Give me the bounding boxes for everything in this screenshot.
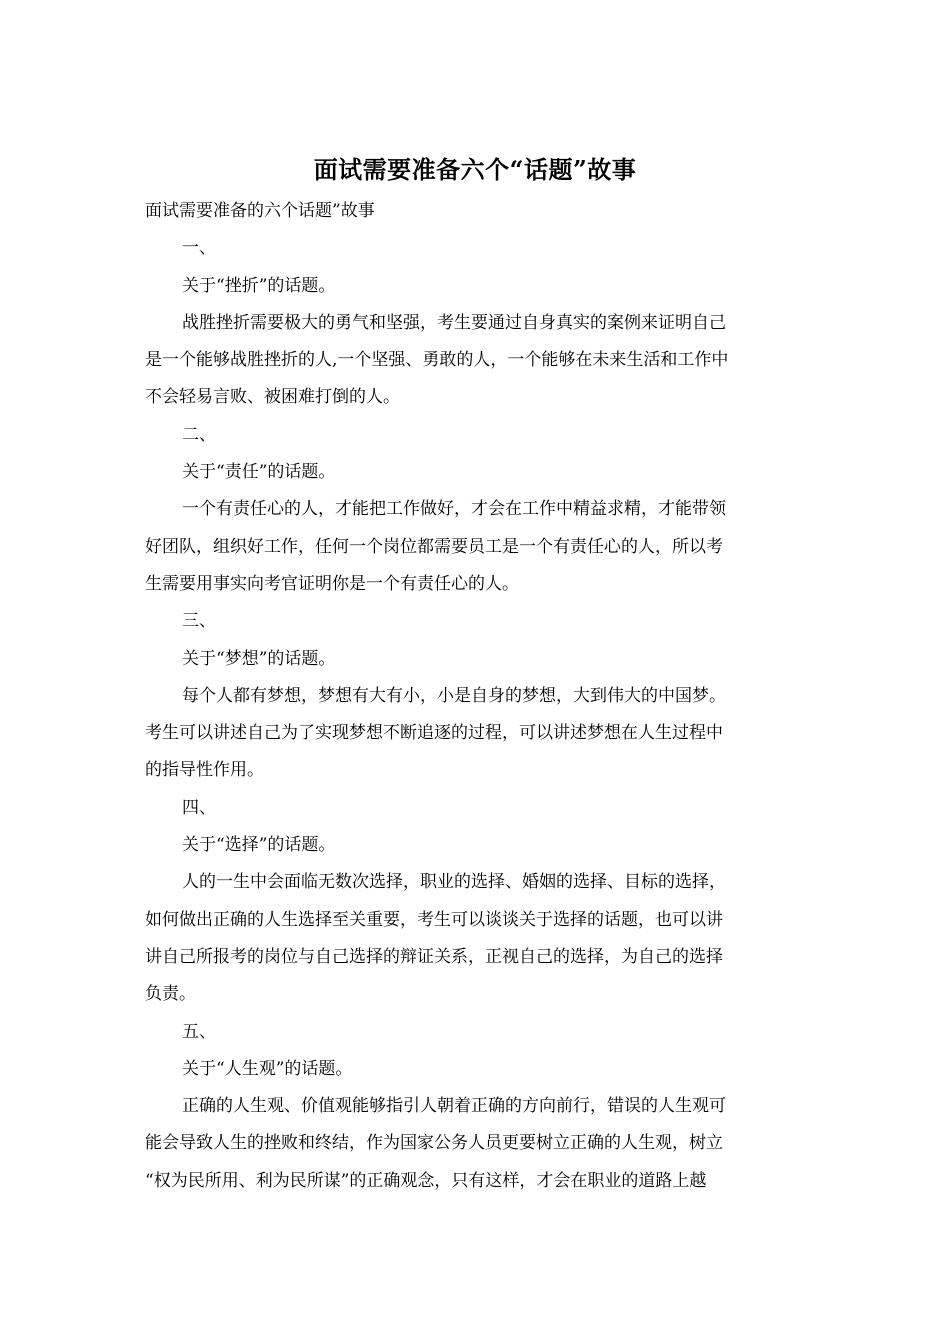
paragraph-line: 好团队，组织好工作，任何一个岗位都需要员工是一个有责任心的人，所以考 <box>145 536 723 557</box>
paragraph-line: 的指导性作用。 <box>145 760 264 781</box>
paragraph-line: 一个有责任心的人，才能把工作做好，才会在工作中精益求精，才能带领 <box>182 499 726 520</box>
section-number: 三、 <box>182 611 216 632</box>
paragraph-line: 生需要用事实向考官证明你是一个有责任心的人。 <box>145 573 519 594</box>
section-number: 五、 <box>182 1021 216 1042</box>
paragraph-line: 每个人都有梦想，梦想有大有小，小是自身的梦想，大到伟大的中国梦。 <box>182 685 726 706</box>
paragraph-line: “权为民所用、利为民所谋”的正确观念，只有这样，才会在职业的道路上越 <box>145 1170 707 1191</box>
document-title: 面试需要准备六个“话题”故事 <box>313 155 637 184</box>
paragraph-line: 不会轻易言败、被困难打倒的人。 <box>145 387 400 408</box>
document-subtitle: 面试需要准备的六个话题”故事 <box>145 201 375 221</box>
paragraph-line: 正确的人生观、价值观能够指引人朝着正确的方向前行，错误的人生观可 <box>182 1096 726 1117</box>
section-heading: 关于“挫折”的话题。 <box>182 275 336 296</box>
paragraph-line: 能会导致人生的挫败和终结，作为国家公务人员更要树立正确的人生观，树立 <box>145 1133 723 1154</box>
paragraph-line: 战胜挫折需要极大的勇气和坚强，考生要通过自身真实的案例来证明自己 <box>182 312 726 333</box>
paragraph-line: 人的一生中会面临无数次选择，职业的选择、婚姻的选择、目标的选择， <box>182 872 726 893</box>
paragraph-line: 考生可以讲述自己为了实现梦想不断追逐的过程，可以讲述梦想在人生过程中 <box>145 723 723 744</box>
section-number: 四、 <box>182 797 216 818</box>
document-body <box>145 193 807 1200</box>
section-number: 一、 <box>182 238 216 259</box>
section-heading: 关于“选择”的话题。 <box>182 835 336 856</box>
paragraph-line: 讲自己所报考的岗位与自己选择的辩证关系，正视自己的选择，为自己的选择 <box>145 946 723 967</box>
section-heading: 关于“人生观”的话题。 <box>182 1058 353 1079</box>
section-heading: 关于“梦想”的话题。 <box>182 648 336 669</box>
paragraph-line: 负责。 <box>145 984 196 1005</box>
paragraph-line: 是一个能够战胜挫折的人,一个坚强、勇敢的人，一个能够在未来生活和工作中 <box>145 350 729 371</box>
section-number: 二、 <box>182 424 216 445</box>
section-heading: 关于“责任”的话题。 <box>182 462 336 483</box>
paragraph-line: 如何做出正确的人生选择至关重要，考生可以谈谈关于选择的话题，也可以讲 <box>145 909 723 930</box>
